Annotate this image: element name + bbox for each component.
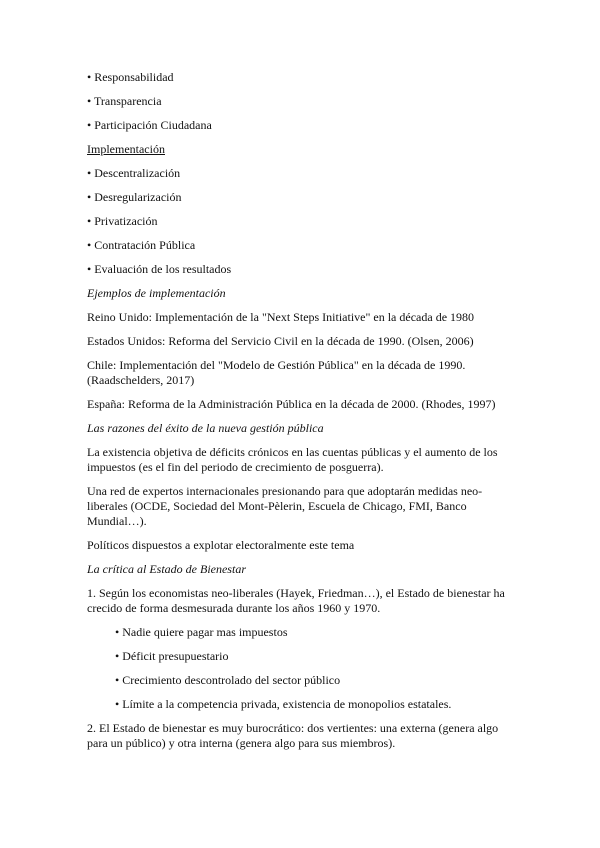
critique-subitem: • Límite a la competencia privada, existencia de monopolios estatales. xyxy=(115,697,452,711)
principle-item: • Transparencia xyxy=(87,94,162,108)
critique-point-2: 2. El Estado de bienestar es muy burocrático: dos vertientes: una externa (genera algo para un público) y otra interna (genera algo para sus miembros). xyxy=(87,721,499,750)
critique-subitem: • Déficit presupuestario xyxy=(115,649,229,663)
reason-item: La existencia objetiva de déficits crónicos en las cuentas públicas y el aumento de los impuestos (es el fin del periodo de crecimiento de posguerra). xyxy=(87,445,498,474)
implementation-item: • Privatización xyxy=(87,214,158,228)
implementation-item: • Descentralización xyxy=(87,166,181,180)
principle-item: • Responsabilidad xyxy=(87,70,174,84)
example-item: Reino Unido: Implementación de la "Next Steps Initiative" en la década de 1980 xyxy=(87,310,475,324)
implementation-item: • Evaluación de los resultados xyxy=(87,262,232,276)
examples-heading: Ejemplos de implementación xyxy=(87,286,226,300)
critique-subitem: • Crecimiento descontrolado del sector público xyxy=(115,673,341,687)
implementation-item: • Desregularización xyxy=(87,190,182,204)
example-item: Estados Unidos: Reforma del Servicio Civil en la década de 1990. (Olsen, 2006) xyxy=(87,334,474,348)
example-item: Chile: Implementación del "Modelo de Gestión Pública" en la década de 1990. (Raadschelders, 2017) xyxy=(87,358,466,387)
reasons-heading: Las razones del éxito de la nueva gestión pública xyxy=(87,421,324,435)
document-page xyxy=(87,70,517,760)
principle-item: • Participación Ciudadana xyxy=(87,118,212,132)
reason-item: Políticos dispuestos a explotar electoralmente este tema xyxy=(87,538,355,552)
critique-point-1: 1. Según los economistas neo-liberales (Hayek, Friedman…), el Estado de bienestar ha crecido de forma desmesurada durante los años 1960 y 1970. xyxy=(87,586,505,615)
example-item: España: Reforma de la Administración Pública en la década de 2000. (Rhodes, 1997) xyxy=(87,397,496,411)
implementation-item: • Contratación Pública xyxy=(87,238,196,252)
critique-subitem: • Nadie quiere pagar mas impuestos xyxy=(115,625,288,639)
critique-heading: La crítica al Estado de Bienestar xyxy=(87,562,246,576)
implementation-heading: Implementación xyxy=(87,142,165,156)
reason-item: Una red de expertos internacionales presionando para que adoptarán medidas neo-liberales (OCDE, Sociedad del Mont-Pèlerin, Escuela de Chicago, FMI, Banco Mundial…). xyxy=(87,484,483,528)
